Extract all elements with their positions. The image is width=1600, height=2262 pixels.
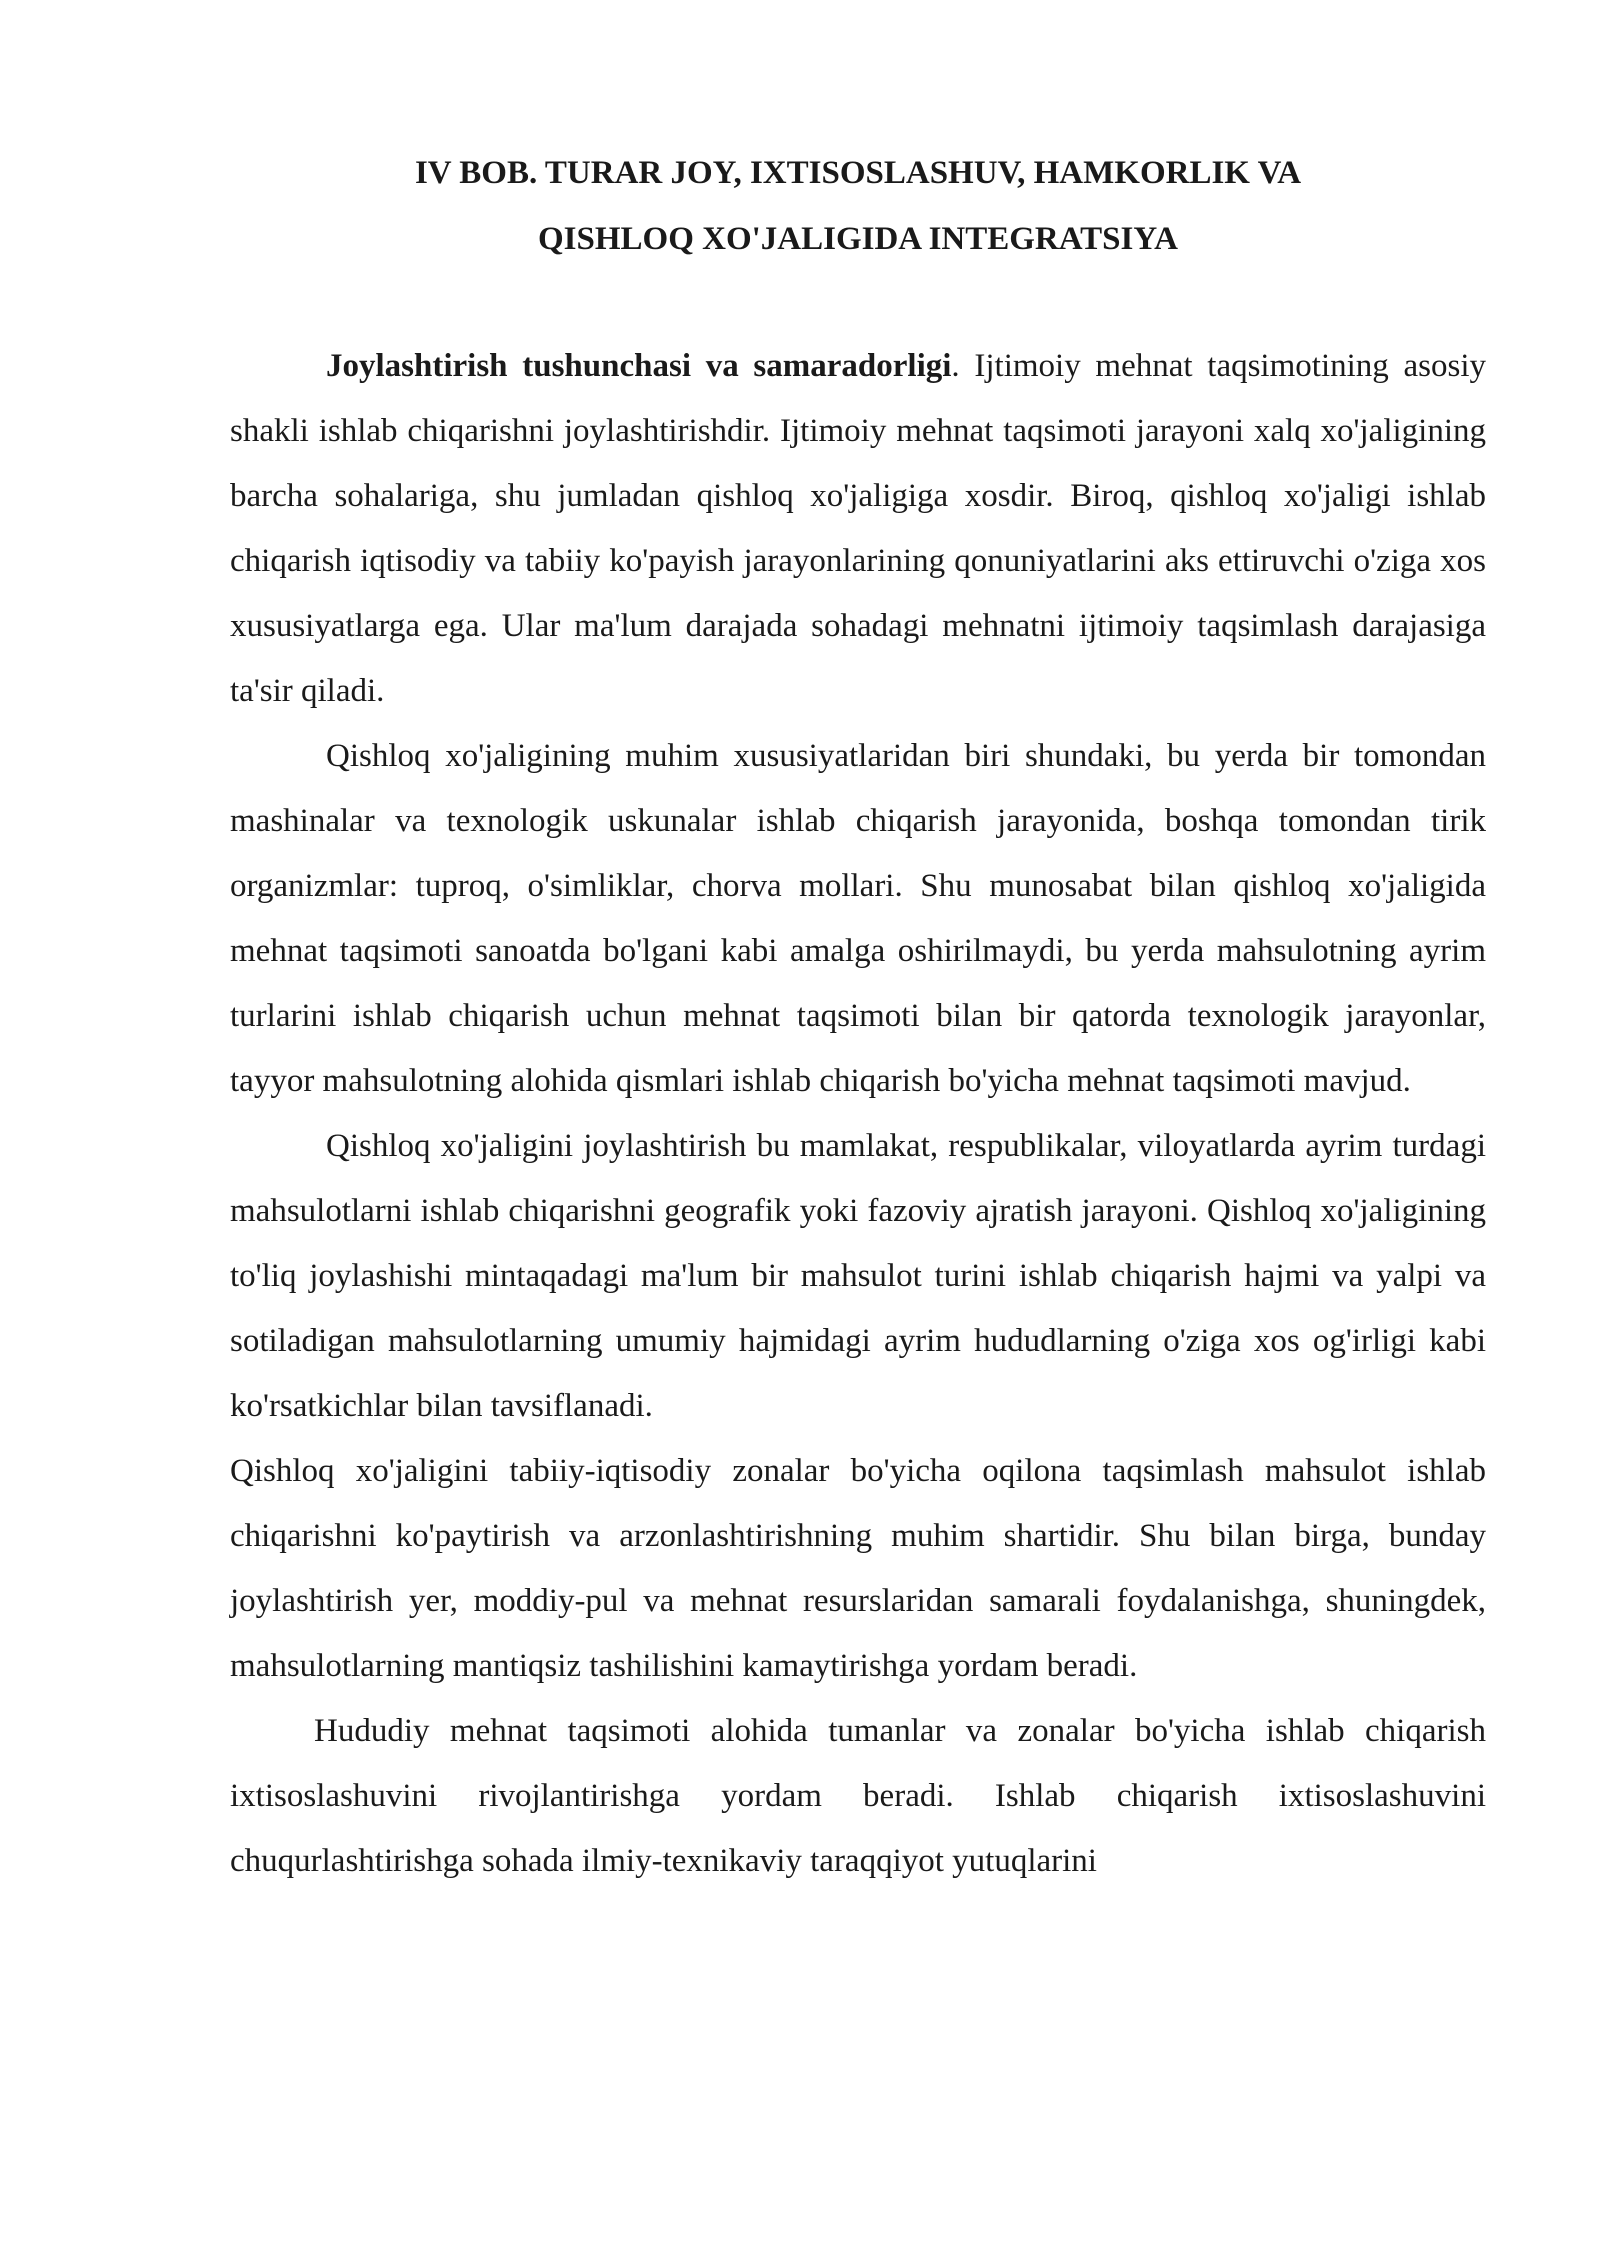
paragraph-lead-heading: Joylashtirish tushunchasi va samaradorligi [326,348,952,384]
chapter-title [230,140,1486,272]
paragraph-4: Qishloq xo'jaligini tabiiy-iqtisodiy zonalar bo'yicha oqilona taqsimlash mahsulot ishlab chiqarishni ko'paytirish va arzonlashtirishning muhim shartidir. Shu bilan birga, bunday joylashtirish yer, moddiy-pul va mehnat resurslaridan samarali foydalanishga, shuningdek, mahsulotlarning mantiqsiz tashilishini kamaytirishga yordam beradi. [230,1453,1486,1684]
document-page [230,140,1486,1894]
paragraph-1 [230,334,1486,724]
chapter-title-line-2: QISHLOQ XO'JALIGIDA INTEGRATSIYA [537,221,1178,257]
paragraph-3: Qishloq xo'jaligini joylashtirish bu mamlakat, respublikalar, viloyatlarda ayrim turdagi mahsulotlarni ishlab chiqarishni geografik yoki fazoviy ajratish jarayoni. Qishloq xo'jaligining to'liq joylashishi mintaqadagi ma'lum bir mahsulot turini ishlab chiqarish hajmi va yalpi va sotiladigan mahsulotlarning umumiy hajmidagi ayrim hududlarning o'ziga xos og'irligi kabi ko'rsatkichlar bilan tavsiflanadi. [230,1128,1486,1424]
paragraph-5: Hududiy mehnat taqsimoti alohida tumanlar va zonalar bo'yicha ishlab chiqarish ixtisoslashuvini rivojlantirishga yordam beradi. Ishlab chiqarish ixtisoslashuvini chuqurlashtirishga sohada ilmiy-texnikaviy taraqqiyot yutuqlarini [230,1713,1486,1879]
document-body [230,334,1486,1894]
paragraph-2: Qishloq xo'jaligining muhim xususiyatlaridan biri shundaki, bu yerda bir tomondan mashinalar va texnologik uskunalar ishlab chiqarish jarayonida, boshqa tomondan tirik organizmlar: tuproq, o'simliklar, chorva mollari. Shu munosabat bilan qishloq xo'jaligida mehnat taqsimoti sanoatda bo'lgani kabi amalga oshirilmaydi, bu yerda mahsulotning ayrim turlarini ishlab chiqarish uchun mehnat taqsimoti bilan bir qatorda texnologik jarayonlar, tayyor mahsulotning alohida qismlari ishlab chiqarish bo'yicha mehnat taqsimoti mavjud. [230,738,1486,1099]
paragraph-1-text: . Ijtimoiy mehnat taqsimotining asosiy shakli ishlab chiqarishni joylashtirishdir. Ijtimoiy mehnat taqsimoti jarayoni xalq xo'jaligining barcha sohalariga, shu jumladan qishloq xo'jaligiga xosdir. Biroq, qishloq xo'jaligi ishlab chiqarish iqtisodiy va tabiiy ko'payish jarayonlarining qonuniyatlarini aks ettiruvchi o'ziga xos xususiyatlarga ega. Ular ma'lum darajada sohadagi mehnatni ijtimoiy taqsimlash darajasiga ta'sir qiladi. [230,348,1486,709]
chapter-title-line-1: IV BOB. TURAR JOY, IXTISOSLASHUV, HAMKORLIK VA [414,155,1302,191]
